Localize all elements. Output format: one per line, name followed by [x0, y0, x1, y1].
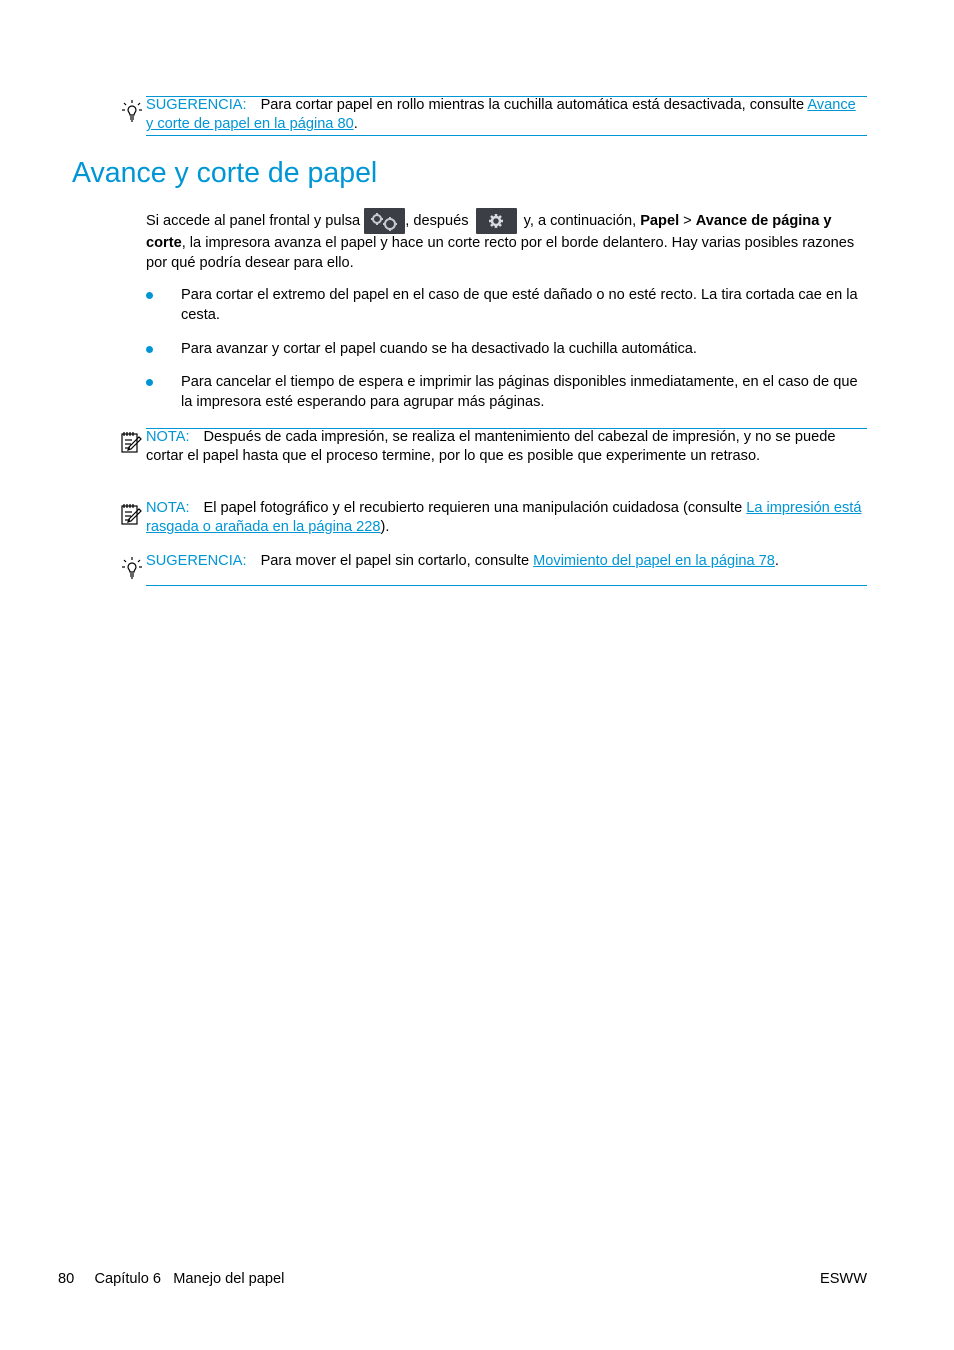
- list-item-text: Para avanzar y cortar el papel cuando se ha desactivado la cuchilla automática.: [181, 341, 697, 357]
- note1-text: Después de cada impresión, se realiza el mantenimiento del cabezal de impresión, y no se puede cortar el papel hasta que el proceso termine, por lo que es posible que experimente un retraso.: [146, 429, 836, 464]
- tip1-link[interactable]: Avance y corte de papel en la página 80: [146, 97, 856, 132]
- list-item: [146, 286, 866, 325]
- note2: [146, 499, 866, 537]
- section-title: Avance y corte de papel: [72, 157, 378, 189]
- gear-icon: [476, 208, 517, 234]
- note-pad-icon: [120, 430, 142, 454]
- page-number: 80: [58, 1271, 75, 1287]
- tip2-label: SUGERENCIA:: [146, 553, 247, 569]
- intro-text-2: , después: [405, 212, 473, 229]
- tip1-text: Para cortar papel en rollo mientras la cuchilla automática está desactivada, consulte: [260, 97, 808, 113]
- list-item: [146, 373, 866, 412]
- menu-path-separator: >: [679, 212, 696, 229]
- tip2: [146, 552, 866, 571]
- note1: [146, 428, 866, 466]
- tip1-text-end: .: [353, 116, 358, 132]
- bullet-icon: [146, 346, 153, 353]
- list-item-text: Para cortar el extremo del papel en el caso de que esté dañado o no esté recto. La tira cortada cae en la cesta.: [181, 287, 858, 323]
- menu-path-avance: Avance de página y corte: [146, 212, 832, 251]
- tip2-bottom-rule: [146, 585, 867, 586]
- chapter-title: Manejo del papel: [173, 1271, 285, 1287]
- list-item-text: Para cancelar el tiempo de espera e imprimir las páginas disponibles inmediatamente, en el caso de que la impresora esté esperando para agrupar más páginas.: [181, 374, 858, 410]
- tip1-bottom-rule: [146, 135, 867, 136]
- settings-gears-icon: [364, 208, 405, 234]
- list-item: [146, 340, 866, 360]
- note2-link[interactable]: La impresión está rasgada o arañada en la página 228: [146, 500, 862, 535]
- lightbulb-icon: [121, 99, 143, 123]
- chapter-number: Capítulo 6: [94, 1271, 162, 1287]
- footer-right: ESWW: [819, 1271, 867, 1287]
- note2-label: NOTA:: [146, 500, 190, 516]
- menu-path-papel: Papel: [640, 212, 680, 229]
- note2-text-end: ).: [380, 519, 390, 535]
- intro-paragraph: [146, 208, 866, 273]
- intro-text-3: y, a continuación,: [519, 212, 641, 229]
- intro-text-4: , la impresora avanza el papel y hace un corte recto por el borde delantero. Hay varias posibles razones por qué podría desear para ello.: [146, 235, 855, 271]
- intro-text-1: Si accede al panel frontal y pulsa: [146, 212, 365, 229]
- tip1-label: SUGERENCIA:: [146, 97, 247, 113]
- lightbulb-icon: [121, 556, 143, 580]
- tip1: [146, 96, 866, 134]
- tip2-link[interactable]: Movimiento del papel en la página 78: [533, 553, 775, 569]
- bullet-icon: [146, 292, 153, 299]
- note1-label: NOTA:: [146, 429, 190, 445]
- tip2-text-end: .: [774, 553, 779, 569]
- bullet-icon: [146, 379, 153, 386]
- note2-text: El papel fotográfico y el recubierto requieren una manipulación cuidadosa (consulte: [203, 500, 747, 516]
- tip2-text: Para mover el papel sin cortarlo, consulte: [260, 553, 534, 569]
- footer-left: [58, 1271, 284, 1287]
- note-pad-icon: [120, 502, 142, 526]
